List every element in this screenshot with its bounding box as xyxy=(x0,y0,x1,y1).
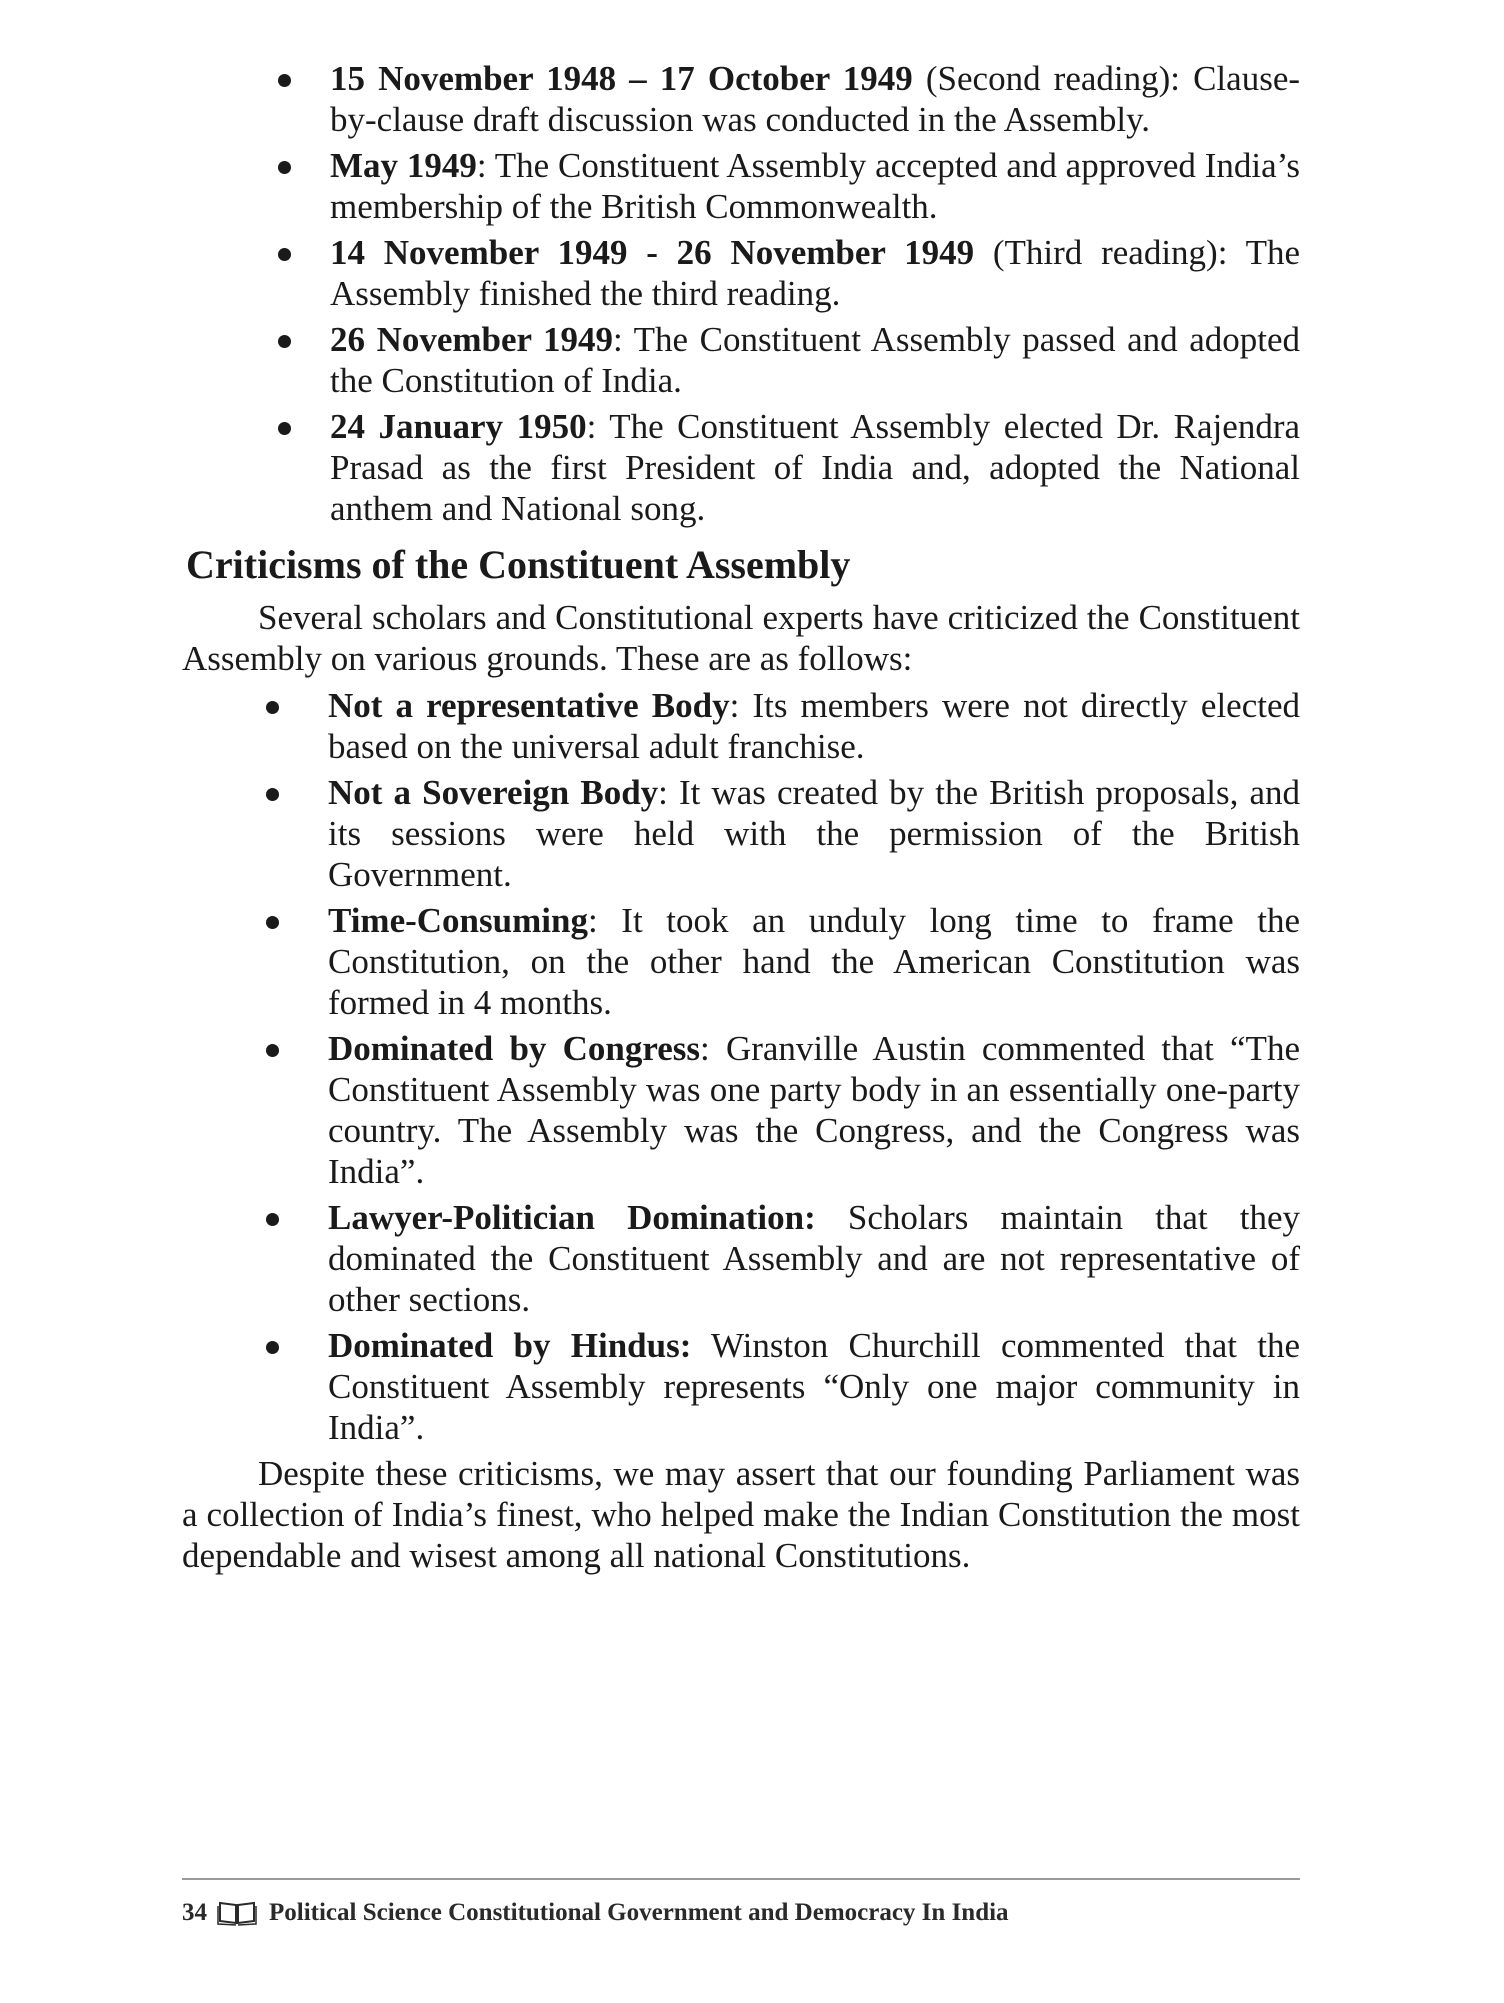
page-footer xyxy=(182,1878,1300,1928)
list-item xyxy=(182,772,1300,895)
item-term: 24 January 1950 xyxy=(330,407,587,446)
bullet-icon xyxy=(266,701,279,714)
item-text: : The Constituent Assembly elected Dr. Rajendra Prasad as the first President of India and, adopted the National anthem and National song. xyxy=(330,407,1301,528)
page-number: 34 xyxy=(182,1899,207,1926)
item-text: : Granville Austin commented that “The Constituent Assembly was one party body in an essentially one-party country. The Assembly was the Congress, and the Congress was India”. xyxy=(328,1029,1300,1191)
item-text: : Its members were not directly elected based on the universal adult franchise. xyxy=(328,686,1300,766)
list-item xyxy=(182,1325,1300,1448)
page-content xyxy=(182,58,1300,1582)
item-term: Not a Sovereign Body xyxy=(328,773,659,812)
list-item xyxy=(182,1197,1300,1320)
timeline-list xyxy=(182,58,1300,529)
item-term: 15 November 1948 – 17 October 1949 xyxy=(330,59,913,98)
item-text: : The Constituent Assembly passed and adopted the Constitution of India. xyxy=(330,320,1300,400)
item-term: May 1949 xyxy=(330,146,477,185)
book-title: Political Science Constitutional Government and Democracy In India xyxy=(269,1899,1009,1926)
criticisms-list xyxy=(182,685,1300,1448)
item-term: Dominated by Congress xyxy=(328,1029,701,1068)
bullet-icon xyxy=(266,788,279,801)
list-item xyxy=(182,145,1300,227)
list-item xyxy=(182,900,1300,1023)
item-term: Time-Consuming xyxy=(328,901,588,940)
item-text: Scholars maintain that they dominated the Constituent Assembly and are not representative of other sections. xyxy=(328,1198,1300,1319)
bullet-icon xyxy=(278,248,291,261)
item-term: Not a representative Body xyxy=(328,686,730,725)
list-item xyxy=(182,406,1300,529)
bullet-icon xyxy=(278,335,291,348)
list-item xyxy=(182,58,1300,140)
bullet-icon xyxy=(266,1213,279,1226)
bullet-icon xyxy=(278,161,291,174)
list-item xyxy=(182,685,1300,767)
bullet-icon xyxy=(278,422,291,435)
bullet-icon xyxy=(266,1044,279,1057)
item-term: Lawyer-Politician Domination: xyxy=(328,1198,816,1237)
section-conclusion: Despite these criticisms, we may assert that our founding Parliament was a collection of India’s finest, who helped make the Indian Constitution the most dependable and wisest among all national Constitutions. xyxy=(182,1454,1300,1575)
item-term: Dominated by Hindus: xyxy=(328,1326,692,1365)
item-term: 26 November 1949 xyxy=(330,320,613,359)
list-item xyxy=(182,1028,1300,1192)
item-term: 14 November 1949 - 26 November 1949 xyxy=(330,233,975,272)
item-text: : It took an unduly long time to frame the Constitution, on the other hand the American Constitution was formed in 4 months. xyxy=(328,901,1300,1022)
list-item xyxy=(182,319,1300,401)
book-icon xyxy=(217,1900,257,1926)
section-heading: Criticisms of the Constituent Assembly xyxy=(186,542,851,587)
item-text: (Second reading): Clause-by-clause draft discussion was conducted in the Assembly. xyxy=(330,59,1301,139)
item-text: (Third reading): The Assembly finished the third reading. xyxy=(330,233,1300,313)
bullet-icon xyxy=(266,916,279,929)
item-text: : It was created by the British proposals, and its sessions were held with the permission of the British Government. xyxy=(328,773,1301,894)
item-text: : The Constituent Assembly accepted and approved India’s membership of the British Commonwealth. xyxy=(330,146,1300,226)
bullet-icon xyxy=(278,74,291,87)
list-item xyxy=(182,232,1300,314)
bullet-icon xyxy=(266,1341,279,1354)
section-intro: Several scholars and Constitutional experts have criticized the Constituent Assembly on various grounds. These are as follows: xyxy=(182,598,1300,678)
item-text: Winston Churchill commented that the Constituent Assembly represents “Only one major community in India”. xyxy=(328,1326,1300,1447)
